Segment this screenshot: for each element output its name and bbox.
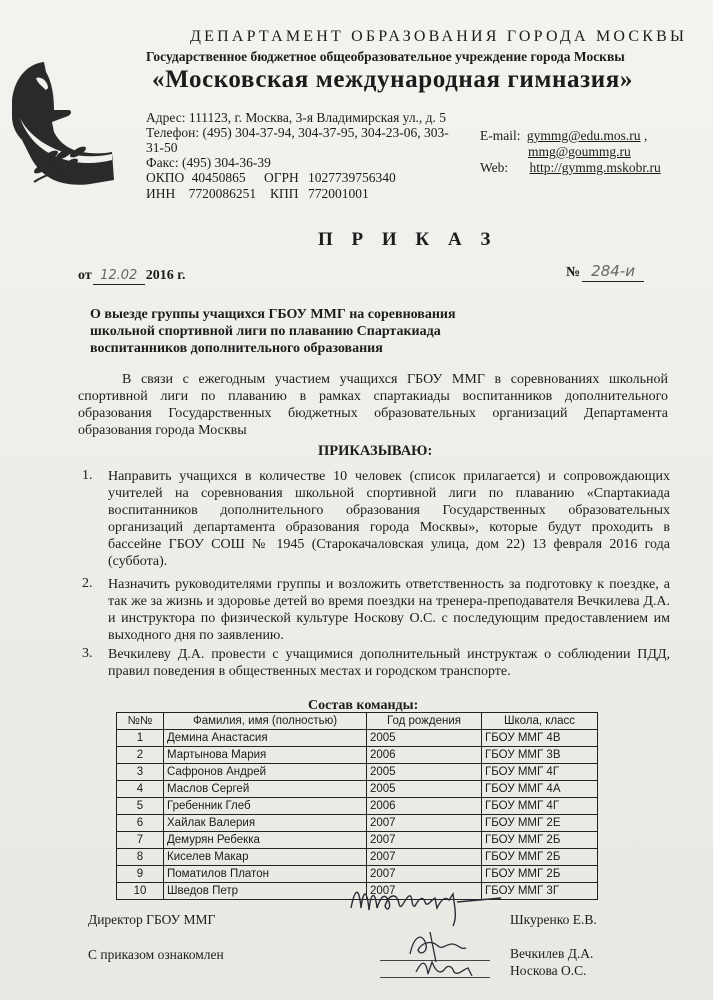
cell-birth-year: 2005: [367, 781, 482, 798]
cell-name: Маслов Сергей: [164, 781, 367, 798]
ogrn-value: 1027739756340: [308, 170, 396, 185]
cell-birth-year: 2007: [367, 832, 482, 849]
col-name: Фамилия, имя (полностью): [164, 713, 367, 730]
institution-name: «Московская международная гимназия»: [152, 66, 633, 93]
intro-text-3: образования Государственных бюджетных образовательных организаций Департамента: [78, 406, 668, 421]
email-separator: ,: [640, 128, 648, 143]
inn-label: ИНН: [146, 186, 176, 201]
cell-name: Гребенник Глеб: [164, 798, 367, 815]
document-title: П Р И К А З: [318, 229, 498, 250]
inn-kpp-row: [146, 186, 369, 202]
item-1-number: 1.: [82, 468, 93, 483]
director-signature: [345, 878, 505, 930]
ogrn-label: ОГРН: [264, 170, 299, 185]
cell-number: 3: [117, 764, 164, 781]
cell-name: Демурян Ребекка: [164, 832, 367, 849]
cell-number: 2: [117, 747, 164, 764]
team-table: [116, 712, 598, 900]
cell-school-class: ГБОУ ММГ 2Б: [482, 832, 598, 849]
gymnasium-logo: [6, 56, 118, 191]
email-link-2[interactable]: mmg@goummg.ru: [528, 144, 631, 159]
cell-birth-year: 2005: [367, 764, 482, 781]
email-row: [480, 128, 647, 144]
cell-number: 9: [117, 866, 164, 883]
number-prefix: №: [566, 265, 581, 280]
table-row: [117, 747, 598, 764]
cell-name: Хайлак Валерия: [164, 815, 367, 832]
cell-birth-year: 2007: [367, 849, 482, 866]
okpo-value: 40450865: [191, 170, 246, 185]
cell-birth-year: 2007: [367, 883, 482, 900]
cell-school-class: ГБОУ ММГ 4В: [482, 730, 598, 747]
person-2-signature: [410, 954, 490, 984]
cell-school-class: ГБОУ ММГ 2Б: [482, 849, 598, 866]
kpp-label: КПП: [270, 186, 299, 201]
cell-school-class: ГБОУ ММГ 2Б: [482, 866, 598, 883]
institution-type: Государственное бюджетное общеобразовательное учреждение города Москвы: [146, 49, 625, 64]
date-prefix: от: [78, 268, 92, 283]
cell-name: Шведов Петр: [164, 883, 367, 900]
fax: Факс: (495) 304-36-39: [146, 155, 271, 170]
table-row: [117, 849, 598, 866]
cell-school-class: ГБОУ ММГ 4Г: [482, 764, 598, 781]
cell-school-class: ГБОУ ММГ 2Е: [482, 815, 598, 832]
cell-birth-year: 2005: [367, 730, 482, 747]
table-row: [117, 781, 598, 798]
intro-line-4: образования города Москвы: [78, 423, 247, 438]
phone-line-1: Телефон: (495) 304-37-94, 304-37-95, 304-23-06, 303-: [146, 125, 449, 140]
director-label: Директор ГБОУ ММГ: [88, 912, 216, 927]
intro-text-1: В связи с ежегодным участием учащихся ГБОУ ММГ в соревнованиях школьной: [122, 372, 668, 387]
email-label: E-mail:: [480, 128, 521, 143]
department-name: ДЕПАРТАМЕНТ ОБРАЗОВАНИЯ ГОРОДА МОСКВЫ: [190, 28, 688, 45]
cell-school-class: ГБОУ ММГ 4А: [482, 781, 598, 798]
intro-text-2: спортивной лиги по плаванию в рамках спартакиады воспитанников дополнительного: [78, 389, 668, 404]
item-3-text: Вечкилеву Д.А. провести с учащимися дополнительный инструктаж о соблюдении ПДД, правил поведения в общественных местах и городском транспорте.: [108, 647, 670, 679]
order-word: ПРИКАЗЫВАЮ:: [318, 443, 433, 459]
item-3-number: 3.: [82, 646, 93, 661]
email-link-1[interactable]: gymmg@edu.mos.ru: [526, 128, 641, 143]
person-2-name: Носкова О.С.: [510, 963, 587, 978]
kpp-value: 772001001: [308, 186, 369, 201]
web-label: Web:: [480, 160, 509, 175]
col-birth-year: Год рождения: [367, 713, 482, 730]
cell-birth-year: 2007: [367, 866, 482, 883]
number-handwritten: 284-и: [591, 262, 635, 280]
table-row: [117, 764, 598, 781]
table-row: [117, 815, 598, 832]
okpo-ogrn-row: [146, 170, 396, 186]
team-table-body: [117, 730, 598, 900]
cell-number: 6: [117, 815, 164, 832]
cell-school-class: ГБОУ ММГ 3Г: [482, 883, 598, 900]
cell-school-class: ГБОУ ММГ 4Г: [482, 798, 598, 815]
cell-name: Мартынова Мария: [164, 747, 367, 764]
item-1-text: Направить учащихся в количестве 10 человек (список прилагается) и сопровождающих учителей на соревнования школьной спортивной лиги по плаванию «Спартакиада воспитанников дополнительного образования Государственных образовательных организаций департамента образования города Москвы», которые будут проходить в бассейне ГБОУ СОШ № 1945 (Старокачаловская улица, дом 22) 13 февраля 2016 года (суббота).: [108, 469, 670, 569]
acquainted-label: С приказом ознакомлен: [88, 947, 224, 962]
col-school-class: Школа, класс: [482, 713, 598, 730]
intro-line-1: [122, 371, 668, 388]
address: Адрес: 111123, г. Москва, 3-я Владимирская ул., д. 5: [146, 110, 447, 125]
cell-number: 10: [117, 883, 164, 900]
cell-birth-year: 2007: [367, 815, 482, 832]
item-2-number: 2.: [82, 576, 93, 591]
cell-number: 8: [117, 849, 164, 866]
cell-name: Поматилов Платон: [164, 866, 367, 883]
director-name: Шкуренко Е.В.: [510, 912, 597, 927]
okpo-label: ОКПО: [146, 170, 185, 185]
cell-name: Сафронов Андрей: [164, 764, 367, 781]
inn-value: 7720086251: [188, 186, 257, 201]
cell-number: 4: [117, 781, 164, 798]
date-handwritten: 12.02: [100, 268, 138, 283]
person-1-name: Вечкилев Д.А.: [510, 946, 594, 961]
cell-birth-year: 2006: [367, 747, 482, 764]
table-row: [117, 832, 598, 849]
intro-line-2: [78, 388, 668, 405]
web-row: [480, 160, 661, 176]
col-number: №№: [117, 713, 164, 730]
table-row: [117, 730, 598, 747]
cell-number: 1: [117, 730, 164, 747]
phone-line-2: 31-50: [146, 140, 178, 155]
order-date: [78, 268, 185, 285]
web-link[interactable]: http://gymmg.mskobr.ru: [529, 160, 661, 175]
cell-birth-year: 2006: [367, 798, 482, 815]
cell-number: 7: [117, 832, 164, 849]
order-subject: О выезде группы учащихся ГБОУ ММГ на соревнования школьной спортивной лиги по плаванию Спартакиада воспитанников дополнительного образования: [90, 307, 456, 356]
order-number: [566, 262, 644, 282]
intro-line-3: [78, 405, 668, 422]
cell-number: 5: [117, 798, 164, 815]
cell-school-class: ГБОУ ММГ 3В: [482, 747, 598, 764]
item-2-text: Назначить руководителями группы и возложить ответственность за подготовку к поездке, а так же за жизнь и здоровье детей во время поездки на тренера-преподавателя Вечкилева Д.А. и инструктора по физической культуре Носкову О.С. с последующим предоставлением им выходного дня по заявлению.: [108, 577, 670, 643]
date-suffix: 2016 г.: [145, 268, 186, 283]
cell-name: Демина Анастасия: [164, 730, 367, 747]
team-title: Состав команды:: [308, 698, 419, 713]
team-table-header: [117, 713, 598, 730]
table-row: [117, 798, 598, 815]
cell-name: Киселев Макар: [164, 849, 367, 866]
